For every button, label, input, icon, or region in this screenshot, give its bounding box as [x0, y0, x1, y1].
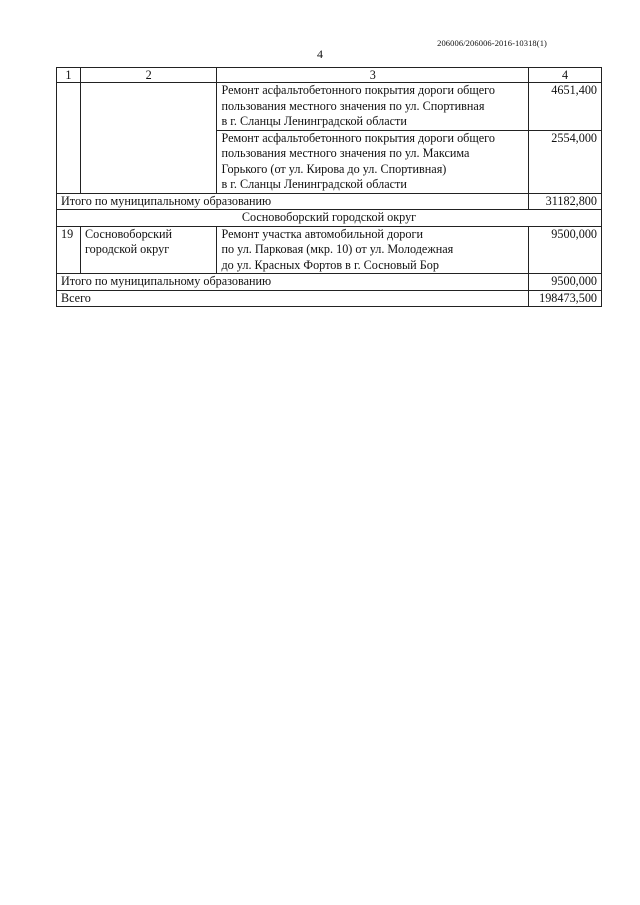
document-id: 206006/206006-2016-10318(1)	[437, 38, 547, 48]
project-amount: 2554,000	[529, 130, 602, 193]
column-header-1: 1	[57, 68, 81, 83]
project-description: Ремонт асфальтобетонного покрытия дороги общего пользования местного значения по ул. Спортивная в г. Сланцы Ленинградской области	[217, 83, 529, 131]
project-amount: 4651,400	[529, 83, 602, 131]
subtotal-label: Итого по муниципальному образованию	[57, 193, 529, 210]
grand-total-label: Всего	[57, 290, 529, 307]
subtotal-amount: 9500,000	[529, 274, 602, 291]
column-header-3: 3	[217, 68, 529, 83]
municipality-cell	[80, 83, 217, 194]
table-row	[57, 83, 602, 131]
subtotal-amount: 31182,800	[529, 193, 602, 210]
project-description: Ремонт участка автомобильной дороги по ул. Парковая (мкр. 10) от ул. Молодежная до ул. Красных Фортов в г. Сосновый Бор	[217, 226, 529, 274]
table-row	[57, 226, 602, 274]
grand-total-row	[57, 290, 602, 307]
column-header-4: 4	[529, 68, 602, 83]
funding-table	[56, 67, 602, 307]
subtotal-row	[57, 274, 602, 291]
grand-total-amount: 198473,500	[529, 290, 602, 307]
section-title: Сосновоборский городской округ	[57, 210, 602, 227]
municipality-name: Сосновоборский городской округ	[80, 226, 217, 274]
subtotal-row	[57, 193, 602, 210]
project-amount: 9500,000	[529, 226, 602, 274]
column-header-2: 2	[80, 68, 217, 83]
section-row	[57, 210, 602, 227]
row-number-cell	[57, 83, 81, 194]
project-description: Ремонт асфальтобетонного покрытия дороги общего пользования местного значения по ул. Максима Горького (от ул. Кирова до ул. Спортивная) в г. Сланцы Ленинградской области	[217, 130, 529, 193]
row-number: 19	[57, 226, 81, 274]
page-number: 4	[317, 47, 323, 61]
subtotal-label: Итого по муниципальному образованию	[57, 274, 529, 291]
table-header-row	[57, 68, 602, 83]
